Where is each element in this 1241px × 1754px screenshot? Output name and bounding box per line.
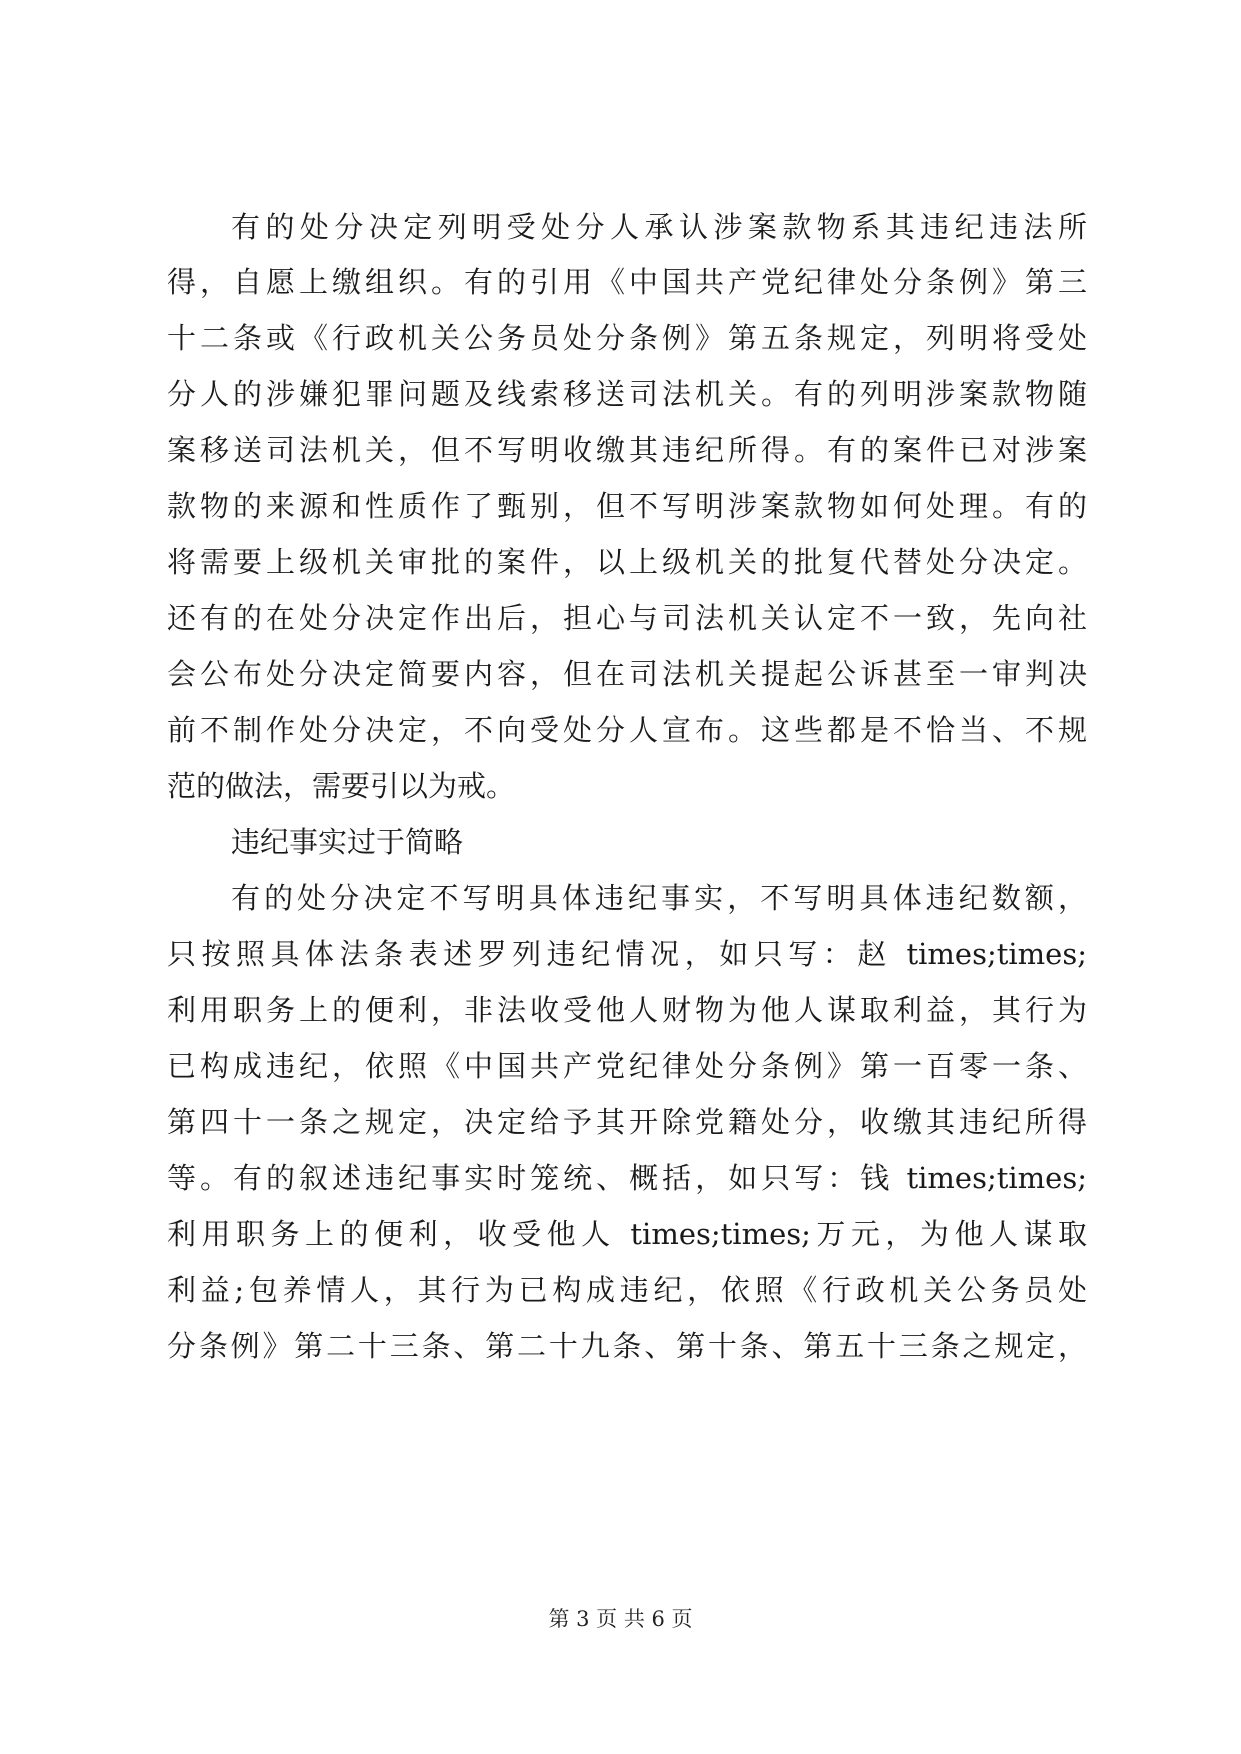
paragraph-line: 还有的在处分决定作出后，担心与司法机关认定不一致，先向社 xyxy=(167,601,1087,635)
paragraph-line: 利用职务上的便利，非法收受他人财物为他人谋取利益，其行为 xyxy=(167,993,1087,1027)
paragraph-line: 将需要上级机关审批的案件，以上级机关的批复代替处分决定。 xyxy=(167,545,1087,579)
paragraph-line: 有的处分决定列明受处分人承认涉案款物系其违纪违法所 xyxy=(231,210,1087,244)
paragraph-line: 范的做法，需要引以为戒。 xyxy=(167,769,516,803)
paragraph-line: 利益;包养情人，其行为已构成违纪，依照《行政机关公务员处 xyxy=(167,1273,1087,1307)
paragraph-line: 款物的来源和性质作了甄别，但不写明涉案款物如何处理。有的 xyxy=(167,489,1087,523)
paragraph-line: 等。有的叙述违纪事实时笼统、概括，如只写：钱 times;times; xyxy=(167,1161,1087,1195)
paragraph-line: 十二条或《行政机关公务员处分条例》第五条规定，列明将受处 xyxy=(167,321,1087,355)
paragraph-line: 分条例》第二十三条、第二十九条、第十条、第五十三条之规定， xyxy=(167,1329,1087,1363)
section-heading: 违纪事实过于简略 xyxy=(231,825,464,859)
paragraph-line: 前不制作处分决定，不向受处分人宣布。这些都是不恰当、不规 xyxy=(167,713,1087,747)
paragraph-line: 会公布处分决定简要内容，但在司法机关提起公诉甚至一审判决 xyxy=(167,657,1087,691)
page-number-footer: 第 3 页 共 6 页 xyxy=(548,1607,693,1631)
paragraph-line: 分人的涉嫌犯罪问题及线索移送司法机关。有的列明涉案款物随 xyxy=(167,377,1087,411)
paragraph-line: 已构成违纪，依照《中国共产党纪律处分条例》第一百零一条、 xyxy=(167,1049,1087,1083)
paragraph-line: 案移送司法机关，但不写明收缴其违纪所得。有的案件已对涉案 xyxy=(167,433,1087,467)
paragraph-line: 利用职务上的便利，收受他人 times;times;万元，为他人谋取 xyxy=(167,1217,1087,1251)
paragraph-line: 有的处分决定不写明具体违纪事实，不写明具体违纪数额， xyxy=(231,881,1087,915)
paragraph-line: 只按照具体法条表述罗列违纪情况，如只写：赵 times;times; xyxy=(167,937,1087,971)
paragraph-line: 得，自愿上缴组织。有的引用《中国共产党纪律处分条例》第三 xyxy=(167,265,1087,299)
paragraph-line: 第四十一条之规定，决定给予其开除党籍处分，收缴其违纪所得 xyxy=(167,1105,1087,1139)
